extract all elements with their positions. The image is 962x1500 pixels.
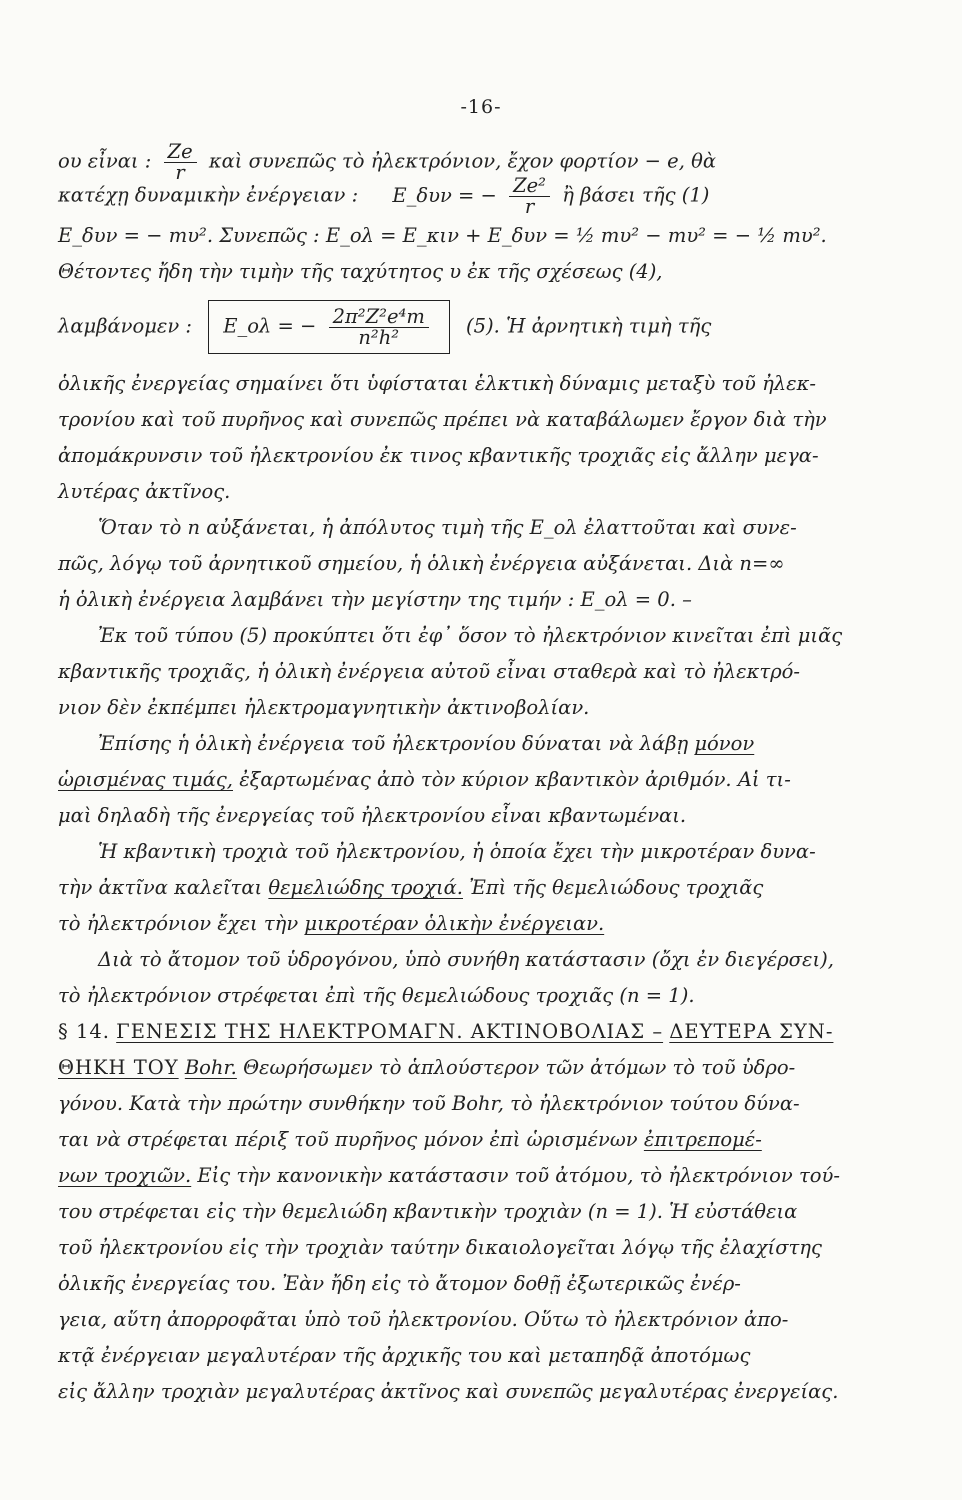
- text-line: Διὰ τὸ ἄτομον τοῦ ὑδρογόνου, ὑπὸ συνήθη κατάστασιν (ὄχι ἐν διεγέρσει),: [98, 948, 834, 971]
- text-line: του στρέφεται εἰς τὴν θεμελιώδη κβαντικὴν τροχιὰν (n = 1). Ἡ εὐστάθεια: [58, 1200, 798, 1223]
- underlined-text: Bohr.: [184, 1056, 237, 1079]
- underlined-text: μικροτέραν ὁλικὴν ἐνέργειαν.: [304, 912, 605, 935]
- text-line: [58, 1094, 918, 1114]
- section-number: § 14.: [58, 1020, 110, 1043]
- text-line: ὁλικῆς ἐνεργείας του. Ἐὰν ἤδη εἰς τὸ ἄτομον δοθῇ ἐξωτερικῶς ἐνέρ-: [58, 1272, 741, 1295]
- text-segment: Ἐπίσης ἡ ὁλικὴ ἐνέργεια τοῦ ἠλεκτρονίου δύναται νὰ λάβῃ: [98, 732, 689, 755]
- fraction-denominator: r: [175, 160, 185, 184]
- text-segment: τὴν ἀκτῖνα καλεῖται: [58, 876, 263, 899]
- page-number: -16-: [460, 96, 502, 118]
- boxed-formula: [208, 300, 450, 354]
- text-line: γεια, αὕτη ἀπορροφᾶται ὑπὸ τοῦ ἠλεκτρονίου. Οὕτω τὸ ἠλεκτρόνιον ἀπο-: [58, 1308, 789, 1331]
- text-line: [58, 914, 918, 934]
- fraction-denominator: r: [524, 194, 535, 218]
- section-title: ΓΕΝΕΣΙΣ ΤΗΣ ΗΛΕΚΤΡΟΜΑΓΝ. ΑΚΤΙΝΟΒΟΛΙΑΣ –: [116, 1020, 664, 1043]
- fraction-numerator: Ze²: [509, 176, 550, 197]
- text-line: τὸ ἠλεκτρόνιον στρέφεται ἐπὶ τῆς θεμελιώδους τροχιᾶς (n = 1).: [58, 984, 695, 1007]
- text-line: λυτέρας ἀκτῖνος.: [58, 480, 231, 503]
- text-line: ἀπομάκρυνσιν τοῦ ἠλεκτρονίου ἐκ τινος κβαντικῆς τροχιᾶς εἰς ἄλλην μεγα-: [58, 444, 819, 467]
- text-line: [58, 770, 918, 790]
- text-line: [58, 878, 918, 898]
- text-segment: Αἱ τι-: [737, 768, 791, 791]
- text-segment: κατέχῃ δυναμικὴν ἐνέργειαν :: [58, 183, 359, 207]
- text-line: [58, 300, 918, 354]
- text-line: Ἐκ τοῦ τύπου (5) προκύπτει ὅτι ἐφ᾽ ὅσον τὸ ἠλεκτρόνιον κινεῖται ἐπὶ μιᾶς: [98, 624, 843, 647]
- text-segment: ἢ βάσει τῆς (1): [562, 183, 710, 207]
- section-heading-line: [58, 1022, 918, 1042]
- text-segment: γόνου.: [58, 1092, 124, 1115]
- text-segment: Θεωρήσωμεν τὸ ἁπλούστερον τῶν ἀτόμων τὸ τοῦ ὑδρο-: [243, 1056, 796, 1079]
- text-line: πῶς, λόγῳ τοῦ ἀρνητικοῦ σημείου, ἡ ὁλικὴ ἐνέργεια αὐξάνεται. Διὰ n=∞: [58, 552, 785, 575]
- text-line: κβαντικῆς τροχιᾶς, ἡ ὁλικὴ ἐνέργεια αὐτοῦ εἶναι σταθερὰ καὶ τὸ ἠλεκτρό-: [58, 660, 800, 683]
- text-line: ὁλικῆς ἐνεργείας σημαίνει ὅτι ὑφίσταται ἑλκτικὴ δύναμις μεταξὺ τοῦ ἠλεκ-: [58, 372, 816, 395]
- text-line: [58, 1130, 918, 1150]
- fraction-denominator: n²h²: [358, 325, 400, 349]
- text-line: εἰς ἄλλην τροχιὰν μεγαλυτέρας ἀκτῖνος καὶ συνεπῶς μεγαλυτέρας ἐνεργείας.: [58, 1380, 839, 1403]
- underlined-text: θεμελιώδης τροχιά.: [268, 876, 463, 899]
- text-line: [58, 1058, 918, 1078]
- text-line: Ὅταν τὸ n αὐξάνεται, ἡ ἀπόλυτος τιμὴ τῆς E_ολ ἐλαττοῦται καὶ συνε-: [98, 516, 797, 539]
- text-segment: Ἐπὶ τῆς θεμελιώδους τροχιᾶς: [469, 876, 764, 899]
- text-segment: καὶ συνεπῶς τὸ ἠλεκτρόνιον, ἔχον φορτίον − e, θὰ: [208, 149, 717, 173]
- text-segment: Κατὰ τὴν πρώτην συνθήκην τοῦ Bohr, τὸ ἠλεκτρόνιον τούτου δύνα-: [129, 1092, 800, 1115]
- fraction: [329, 307, 429, 347]
- text-line: Θέτοντες ἤδη τὴν τιμὴν τῆς ταχύτητος υ ἐκ τῆς σχέσεως (4),: [58, 260, 663, 283]
- fraction-numerator: Ze: [164, 142, 197, 163]
- text-line: [58, 1166, 918, 1186]
- text-segment: ἐξαρτωμένας ἀπὸ τὸν κύριον κβαντικὸν ἀριθμόν.: [239, 768, 732, 791]
- text-line: [98, 734, 958, 754]
- text-segment: ται νὰ στρέφεται πέριξ τοῦ πυρῆνος μόνον ἐπὶ ὡρισμένων: [58, 1128, 638, 1151]
- equation: E_δυν = −: [392, 183, 497, 207]
- text-line: μαὶ δηλαδὴ τῆς ἐνεργείας τοῦ ἠλεκτρονίου εἶναι κβαντωμέναι.: [58, 804, 687, 827]
- underlined-text: μόνον: [694, 732, 755, 755]
- fraction-numerator: 2π²Z²e⁴m: [329, 307, 429, 328]
- text-segment: Εἰς τὴν κανονικὴν κατάστασιν τοῦ ἀτόμου, τὸ ἠλεκτρόνιον τού-: [197, 1164, 840, 1187]
- underlined-text: νων τροχιῶν.: [58, 1164, 192, 1187]
- equation: E_ολ = −: [223, 314, 317, 338]
- section-title: ΔΕΥΤΕΡΑ ΣΥΝ-: [669, 1020, 834, 1043]
- text-line: τρονίου καὶ τοῦ πυρῆνος καὶ συνεπῶς πρέπει νὰ καταβάλωμεν ἔργον διὰ τὴν: [58, 408, 827, 431]
- text-line: [58, 176, 918, 216]
- text-segment: λαμβάνομεν :: [58, 314, 192, 338]
- section-title: ΘΗΚΗ ΤΟΥ: [58, 1056, 179, 1079]
- text-line: Ἡ κβαντικὴ τροχιὰ τοῦ ἠλεκτρονίου, ἡ ὁποία ἔχει τὴν μικροτέραν δυνα-: [98, 840, 816, 863]
- text-line: E_δυν = − mυ². Συνεπῶς : E_ολ = E_κιν + E_δυν = ½ mυ² − mυ² = − ½ mυ².: [58, 224, 827, 247]
- text-line: τοῦ ἠλεκτρονίου εἰς τὴν τροχιὰν ταύτην δικαιολογεῖται λόγῳ τῆς ἐλαχίστης: [58, 1236, 822, 1259]
- underlined-text: ὡρισμένας τιμάς,: [58, 768, 233, 791]
- underlined-text: ἐπιτρεπομέ-: [643, 1128, 762, 1151]
- text-line: ἡ ὁλικὴ ἐνέργεια λαμβάνει τὴν μεγίστην της τιμήν : E_ολ = 0. –: [58, 588, 692, 611]
- fraction: [509, 176, 550, 216]
- text-segment: ου εἶναι :: [58, 149, 152, 173]
- text-segment: τὸ ἠλεκτρόνιον ἔχει τὴν: [58, 912, 299, 935]
- text-line: κτᾷ ἐνέργειαν μεγαλυτέραν τῆς ἀρχικῆς του καὶ μεταπηδᾷ ἀποτόμως: [58, 1344, 751, 1367]
- text-segment: (5). Ἡ ἀρνητικὴ τιμὴ τῆς: [466, 314, 712, 338]
- text-line: νιον δὲν ἐκπέμπει ἠλεκτρομαγνητικὴν ἀκτινοβολίαν.: [58, 696, 590, 719]
